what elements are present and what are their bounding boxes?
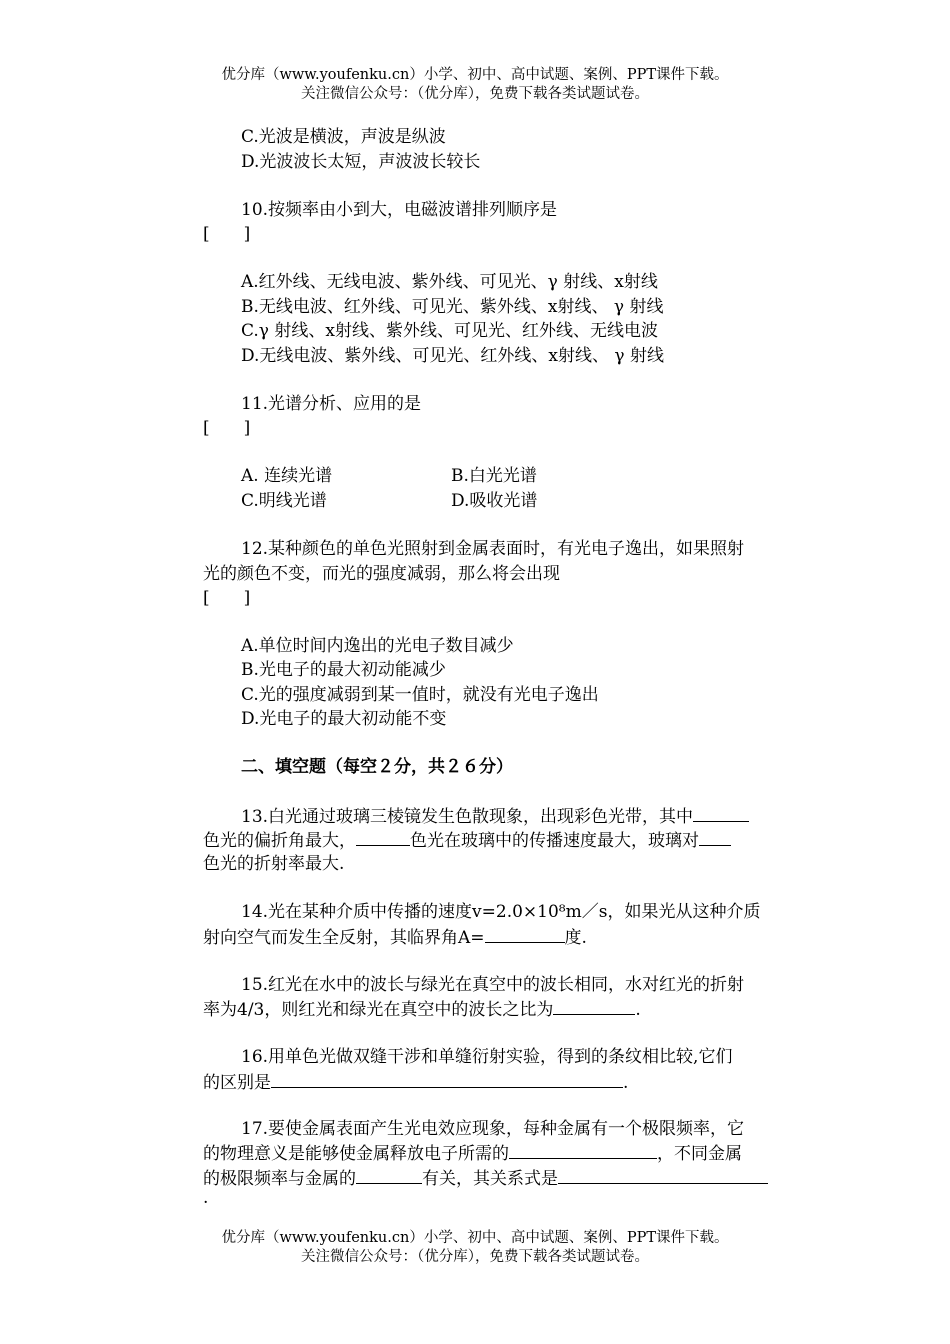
q13-line-1	[241, 804, 749, 829]
q10-option-b: B.无线电波、红外线、可见光、紫外线、x射线、 γ 射线	[241, 297, 664, 317]
q13-text-2b: 色光在玻璃中的传播速度最大，玻璃对	[410, 831, 699, 851]
q17-text-3b: 有关，其关系式是	[422, 1169, 558, 1189]
q10-option-c: C.γ 射线、x射线、紫外线、可见光、红外线、无线电波	[241, 321, 658, 341]
q17-text-2a: 的物理意义是能够使金属释放电子所需的	[203, 1144, 509, 1164]
q16-blank-1[interactable]	[271, 1070, 623, 1088]
q12-stem-line-2: 光的颜色不变，而光的强度减弱，那么将会出现	[203, 564, 560, 584]
q9-option-c: C.光波是横波，声波是纵波	[241, 127, 446, 147]
q17-line-3	[203, 1166, 768, 1191]
q16-line-2	[203, 1070, 628, 1095]
q13-blank-3[interactable]	[699, 828, 731, 846]
q14-blank-1[interactable]	[485, 925, 565, 943]
q10-option-a: A.红外线、无线电波、紫外线、可见光、γ 射线、x射线	[241, 272, 658, 292]
q11-answer-bracket: [ ]	[203, 418, 251, 438]
q17-line-1: 17.要使金属表面产生光电效应现象，每种金属有一个极限频率，它	[241, 1119, 745, 1139]
q13-blank-2[interactable]	[356, 828, 410, 846]
q16-text-2a: 的区别是	[203, 1073, 271, 1093]
q15-line-2	[203, 997, 641, 1022]
q14-text-2a: 射向空气而发生全反射，其临界角A=	[203, 928, 485, 948]
q17-blank-2[interactable]	[356, 1166, 422, 1184]
section-2-title: 二、填空题（每空２分，共２６分）	[241, 757, 513, 777]
q14-line-2	[203, 925, 587, 950]
q13-line-3: 色光的折射率最大.	[203, 854, 345, 874]
q13-text-2a: 色光的偏折角最大，	[203, 831, 356, 851]
q10-stem: 10.按频率由小到大，电磁波谱排列顺序是	[241, 200, 558, 220]
q14-line-1: 14.光在某种介质中传播的速度v=2.0×10⁸m／s，如果光从这种介质	[241, 902, 761, 922]
q17-blank-1[interactable]	[509, 1141, 657, 1159]
q11-stem: 11.光谱分析、应用的是	[241, 394, 422, 414]
q15-text-2a: 率为4/3，则红光和绿光在真空中的波长之比为	[203, 1000, 554, 1020]
q15-blank-1[interactable]	[553, 997, 635, 1015]
q11-option-d: D.吸收光谱	[451, 491, 538, 511]
q12-answer-bracket: [ ]	[203, 588, 251, 608]
footer-line-2: 关注微信公众号：（优分库），免费下载各类试题试卷。	[301, 1249, 649, 1265]
header-line-2: 关注微信公众号：（优分库），免费下载各类试题试卷。	[301, 86, 649, 102]
q9-option-d: D.光波波长太短，声波波长较长	[241, 152, 481, 172]
q13-line-2	[203, 828, 731, 853]
q17-text-2b: ，不同金属	[657, 1144, 742, 1164]
q15-line-1: 15.红光在水中的波长与绿光在真空中的波长相同，水对红光的折射	[241, 975, 745, 995]
q12-option-b: B.光电子的最大初动能减少	[241, 660, 446, 680]
q17-blank-3[interactable]	[558, 1166, 768, 1184]
q17-text-3a: 的极限频率与金属的	[203, 1169, 356, 1189]
q12-option-d: D.光电子的最大初动能不变	[241, 709, 447, 729]
q11-option-c: C.明线光谱	[241, 491, 327, 511]
q10-option-d: D.无线电波、紫外线、可见光、红外线、x射线、 γ 射线	[241, 346, 664, 366]
q15-text-2b: .	[635, 1000, 641, 1020]
q10-answer-bracket: [ ]	[203, 224, 251, 244]
q14-text-2b: 度.	[564, 928, 587, 948]
q13-blank-1[interactable]	[693, 804, 749, 822]
footer-line-1: 优分库（www.youfenku.cn）小学、初中、高中试题、案例、PPT课件下载。	[221, 1230, 729, 1246]
q16-text-2b: .	[623, 1073, 629, 1093]
q11-option-b: B.白光光谱	[451, 466, 537, 486]
header-line-1: 优分库（www.youfenku.cn）小学、初中、高中试题、案例、PPT课件下载。	[221, 67, 729, 83]
q17-line-2	[203, 1141, 742, 1166]
q16-line-1: 16.用单色光做双缝干涉和单缝衍射实验，得到的条纹相比较,它们	[241, 1047, 733, 1067]
q12-option-a: A.单位时间内逸出的光电子数目减少	[241, 636, 514, 656]
q11-option-a: A. 连续光谱	[241, 466, 333, 486]
q12-stem-line-1: 12.某种颜色的单色光照射到金属表面时，有光电子逸出，如果照射	[241, 539, 745, 559]
q12-option-c: C.光的强度减弱到某一值时，就没有光电子逸出	[241, 685, 599, 705]
q17-line-4: .	[203, 1188, 209, 1208]
q13-text-1: 13.白光通过玻璃三棱镜发生色散现象，出现彩色光带，其中	[241, 807, 694, 827]
